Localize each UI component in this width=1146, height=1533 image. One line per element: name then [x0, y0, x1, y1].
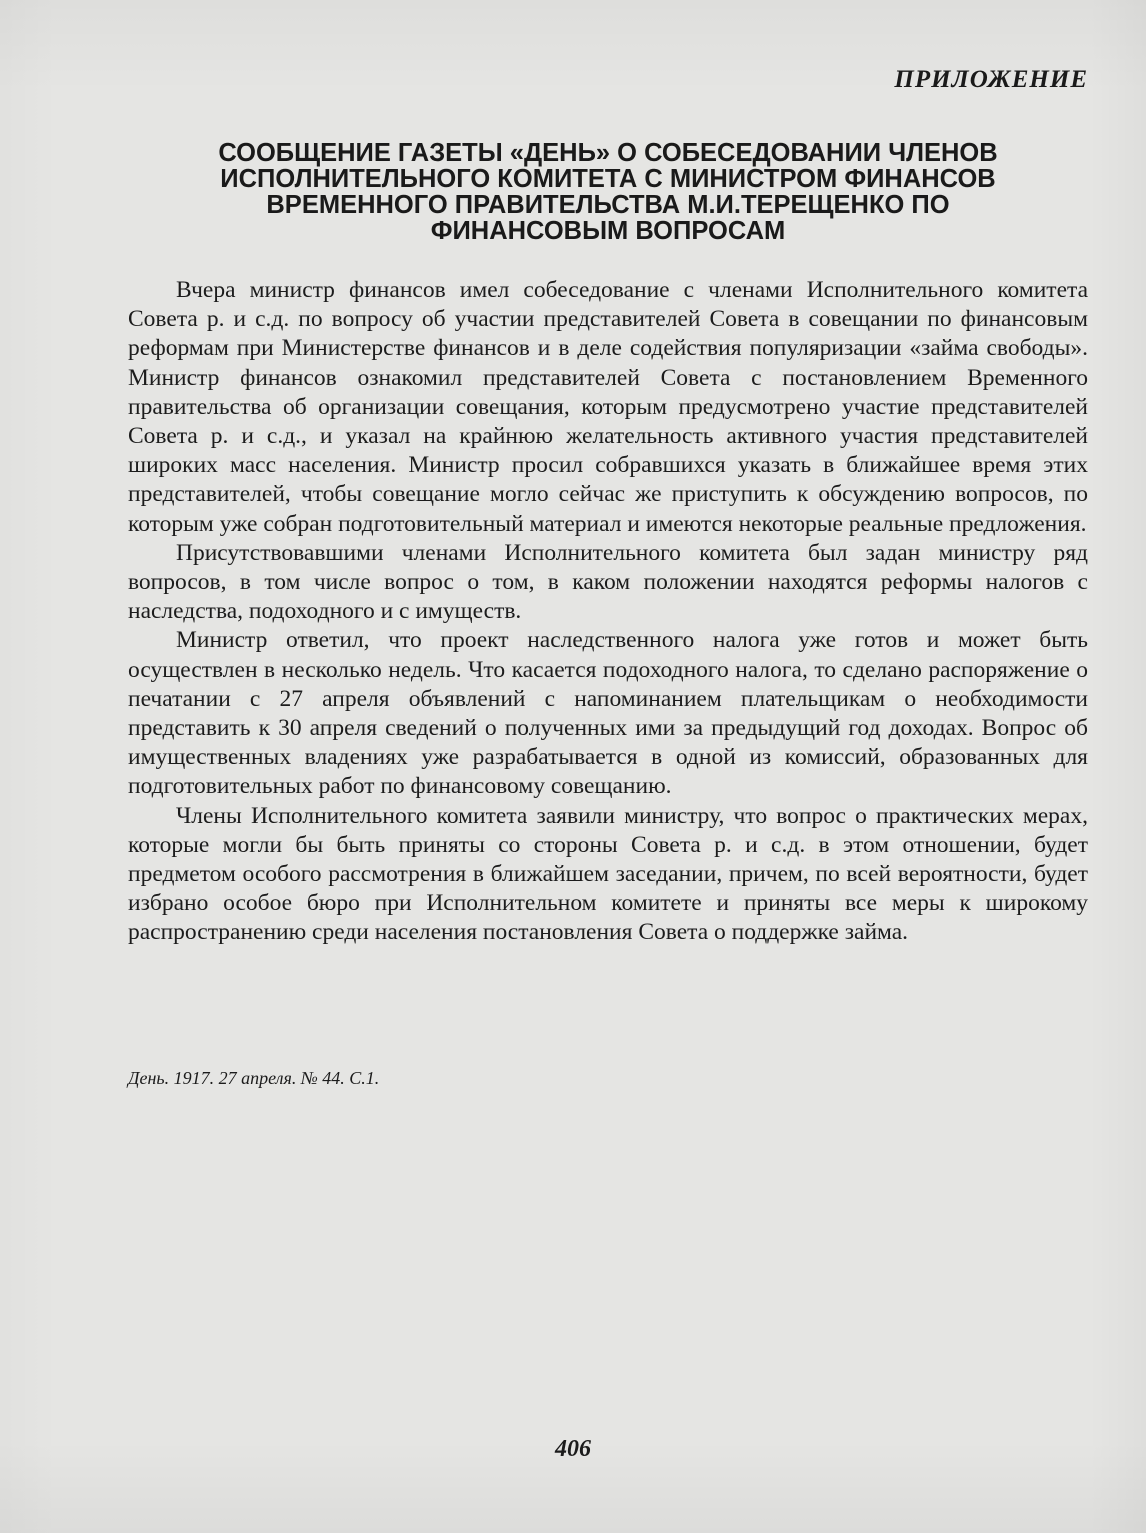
paragraph: Министр ответил, что проект наследственного налога уже готов и может быть осуществлен в несколько недель. Что касается подоходного налога, то сделано распоряжение о печатании с 27 апреля объявлений с напоминанием плательщикам о необходимости представить к 30 апреля сведений о полученных ими за предыдущий год доходах. Вопрос об имущественных владениях уже разрабатывается в одной из комиссий, образованных для подготовительных работ по финансовому совещанию. [128, 627, 1088, 800]
title-line: ФИНАНСОВЫМ ВОПРОСАМ [430, 217, 786, 245]
document-body [128, 276, 1088, 948]
title-line: ВРЕМЕННОГО ПРАВИТЕЛЬСТВА М.И.ТЕРЕЩЕНКО ПО [266, 191, 950, 219]
section-label: ПРИЛОЖЕНИЕ [894, 66, 1088, 93]
paragraph: Присутствовавшими членами Исполнительного комитета был задан министру ряд вопросов, в том числе вопрос о том, в каком положении находятся реформы налогов с наследства, подоходного и с имуществ. [128, 539, 1088, 625]
document-title [128, 140, 1088, 244]
page-number: 406 [555, 1436, 591, 1462]
title-line: ИСПОЛНИТЕЛЬНОГО КОМИТЕТА С МИНИСТРОМ ФИНАНСОВ [220, 165, 996, 193]
paragraph: Вчера министр финансов имел собеседование с членами Исполнительного комитета Совета р. и с.д. по вопросу об участии представителей Совета в совещании по финансовым реформам при Министерстве финансов и в деле содействия популяризации «займа свободы». Министр финансов ознакомил представителей Совета с постановлением Временного правительства об организации совещания, которым предусмотрено участие представителей Совета р. и с.д., и указал на крайнюю желательность активного участия представителей широких масс населения. Министр просил собравшихся указать в ближайшее время этих представителей, чтобы совещание могло сейчас же приступить к обсуждению вопросов, по которым уже собран подготовительный материал и имеются некоторые реальные предложения. [128, 277, 1088, 537]
paragraph: Члены Исполнительного комитета заявили министру, что вопрос о практических мерах, которые могли бы быть приняты со стороны Совета р. и с.д. в этом отношении, будет предметом особого рассмотрения в ближайшем заседании, причем, по всей вероятности, будет избрано особое бюро при Исполнительном комитете и приняты все меры к широкому распространению среди населения постановления Совета о поддержке займа. [128, 802, 1088, 946]
source-citation: День. 1917. 27 апреля. № 44. С.1. [128, 1068, 380, 1088]
title-line: СООБЩЕНИЕ ГАЗЕТЫ «ДЕНЬ» О СОБЕСЕДОВАНИИ ЧЛЕНОВ [218, 139, 998, 167]
